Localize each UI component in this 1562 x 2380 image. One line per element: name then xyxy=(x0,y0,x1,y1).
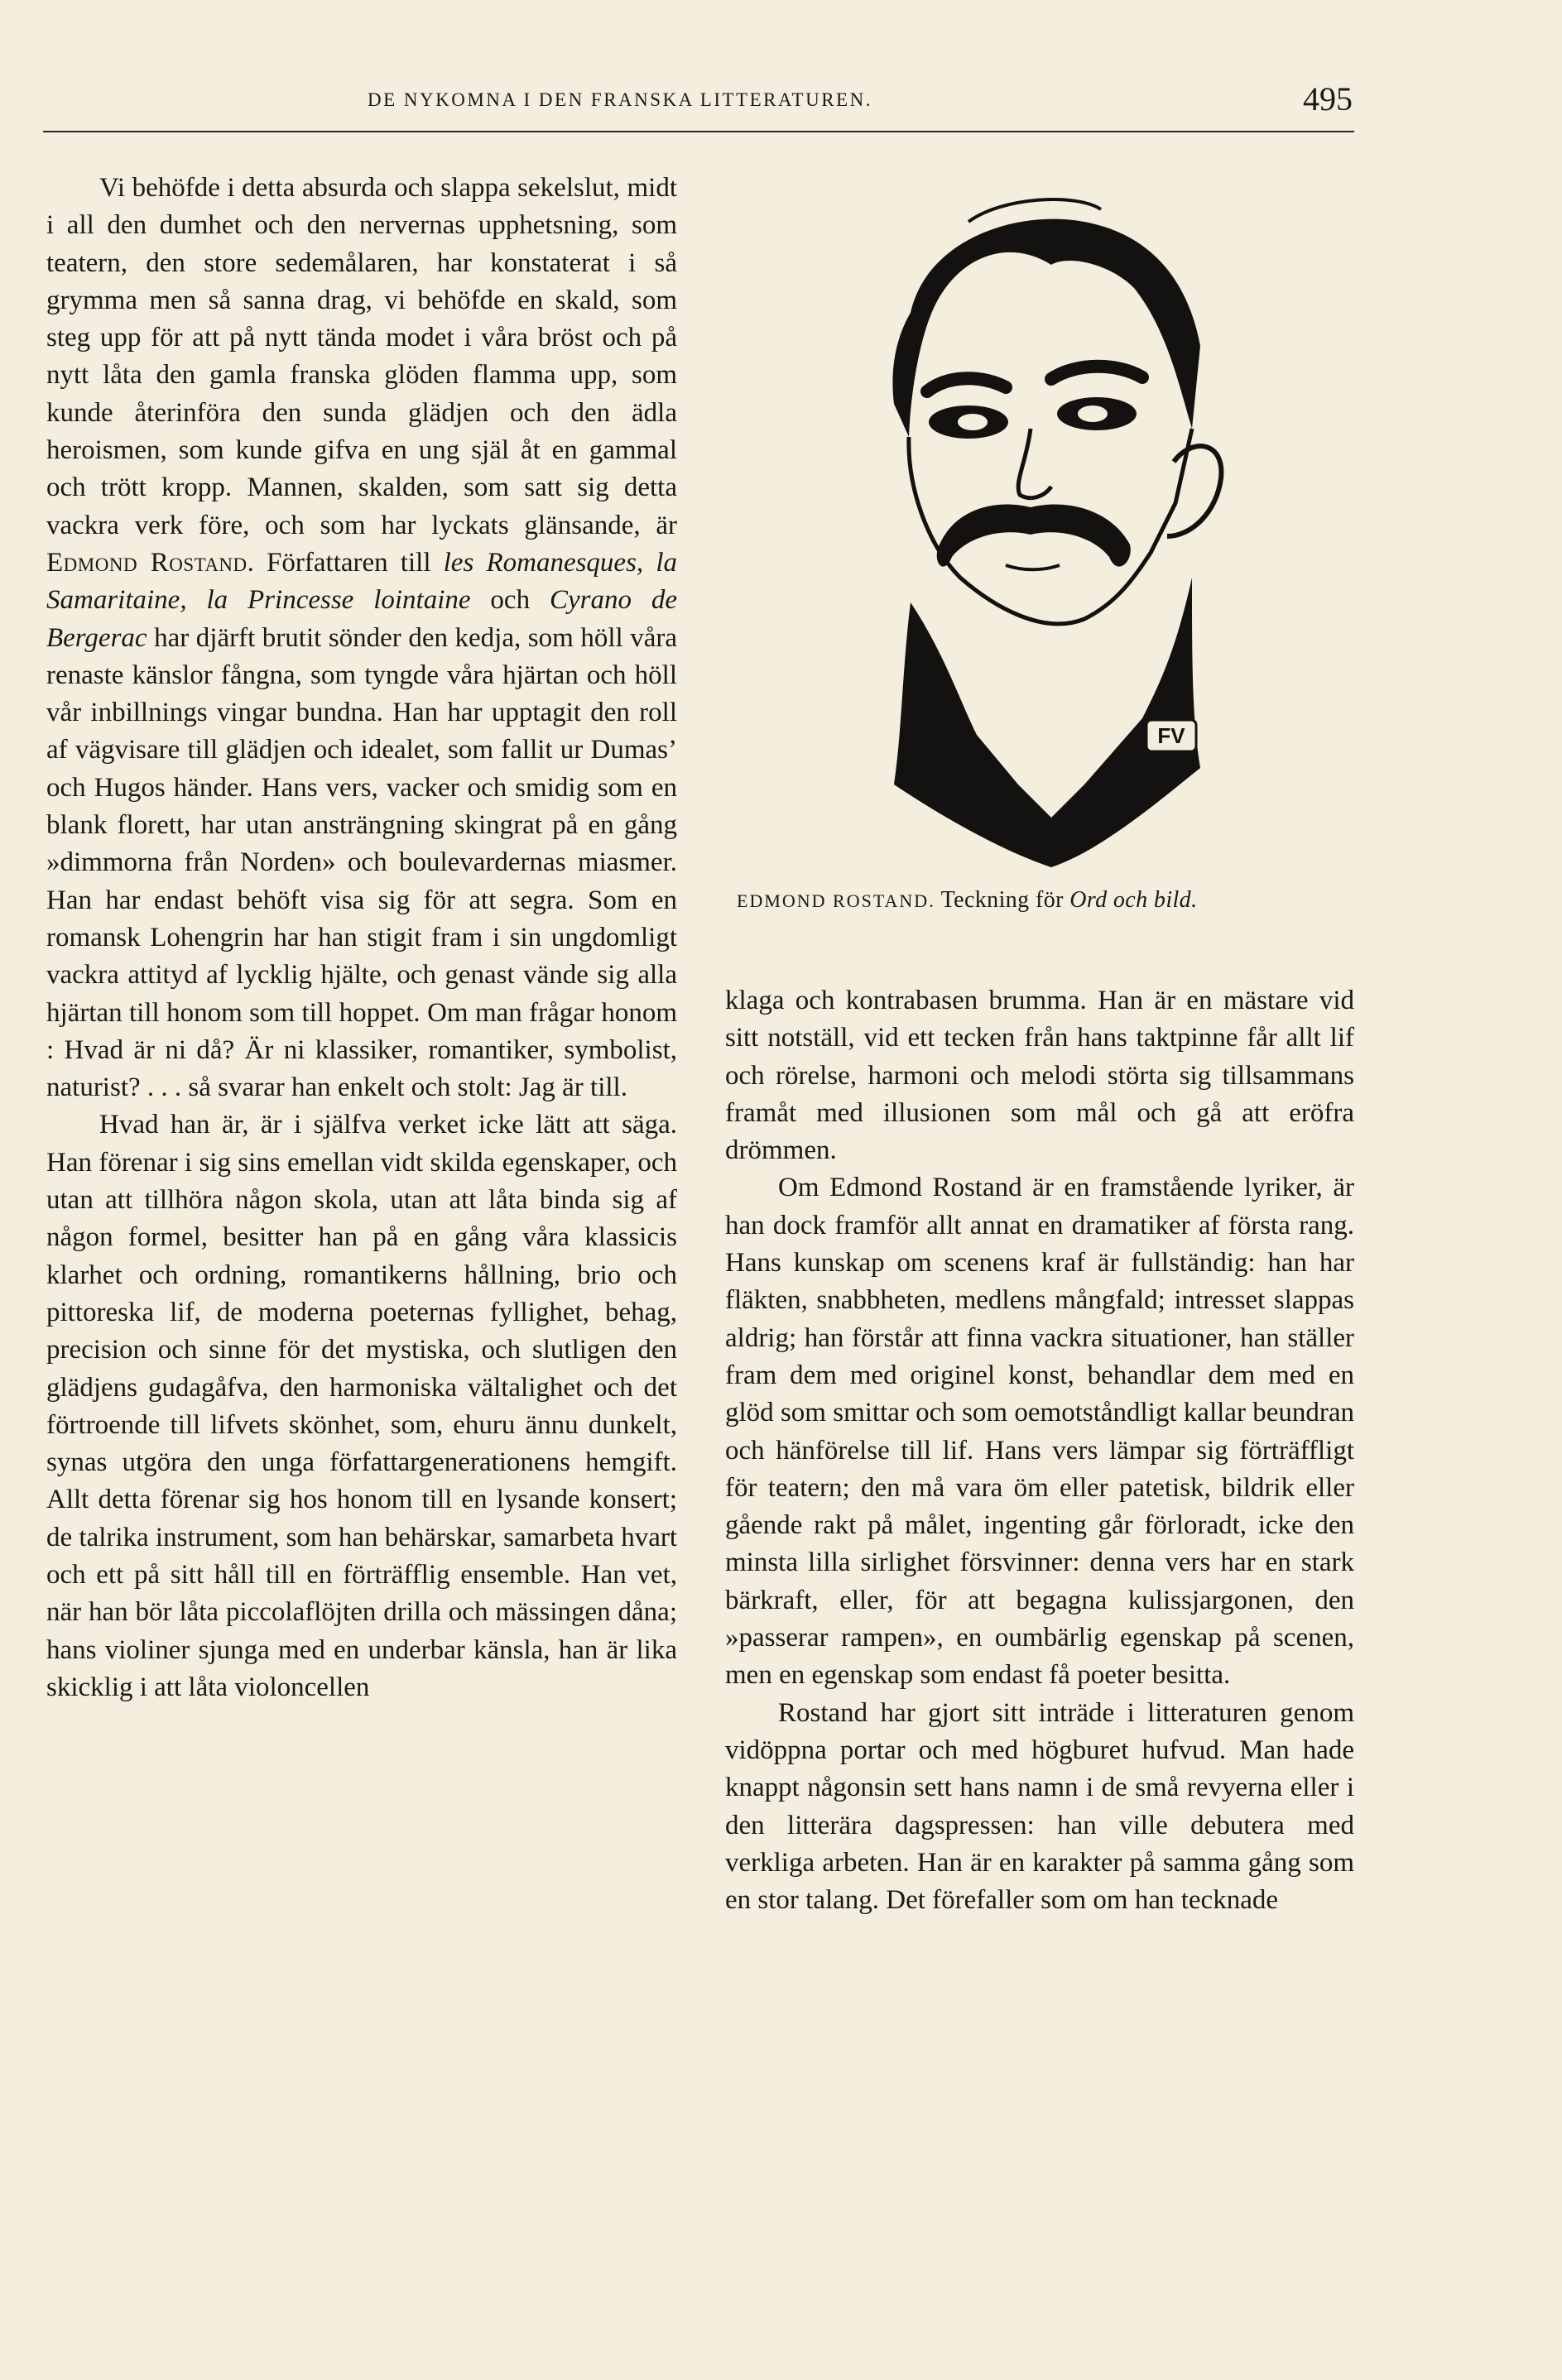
left-text-column xyxy=(46,170,677,1706)
caption-name: EDMOND ROSTAND. xyxy=(737,890,935,911)
caption-source: Ord och bild. xyxy=(1069,887,1198,913)
right-text-column xyxy=(725,982,1354,1919)
paragraph: Vi behöfde i detta absurda och slappa sekelslut, midt i all den dumhet och den nervernas upphetsning, som teatern, den store sedemålaren, har konstaterat i så grymma men så sanna drag, vi behöfde en skald, som steg upp för att på nytt tända modet i våra bröst och på nytt låta den gamla franska glöden flamma upp, som kunde återinföra den sunda glädjen och den ädla heroismen, som kunde gifva en ung själ åt en gammal och trött kropp. Mannen, skalden, som satt sig detta vackra verk före, och som har lyckats glänsande, är Edmond Rostand. Författaren till les Romanesques, la Samaritaine, la Princesse lointaine och Cyrano de Bergerac har djärft brutit sönder den kedja, som höll våra renaste känslor fångna, som tyngde våra hjärtan och höll vår inbillnings vingar bundna. Han har upptagit den roll af vägvisare till glädjen och idealet, som fallit ur Dumas’ och Hugos händer. Hans vers, vacker och smidig som en blank florett, har utan ansträngning skingrat på en gång »dimmorna från Norden» och boulevardernas miasmer. Han har endast behöft visa sig för att segra. Som en romansk Lohengrin har han stigit fram i sin ungdomligt vackra attityd af lycklig hjälte, och genast vände sig alla hjärtan till honom som till hoppet. Om man frågar honom : Hvad är ni då? Är ni klassiker, romantiker, symbolist, naturist? . . . så svarar han enkelt och stolt: Jag är till. xyxy=(46,173,678,1103)
work-title: Cyrano de Bergerac xyxy=(46,585,678,653)
portrait-illustration xyxy=(803,189,1254,884)
caricature-drawing xyxy=(803,189,1254,884)
page-number: 495 xyxy=(1303,80,1353,118)
caption-text: Teckning för xyxy=(935,887,1070,913)
running-head xyxy=(43,81,1354,132)
paragraph: Rostand har gjort sitt inträde i litteraturen genom vidöppna portar och med högburet hufvud. Man hade knappt någonsin sett hans namn i de små revyerna eller i den litterära dagspressen: han ville debutera med verkliga arbeten. Han är en karakter på samma gång som en stor talang. Det förefaller som om han tecknade xyxy=(725,1697,1354,1916)
figure-caption xyxy=(737,887,1366,914)
paragraph: Hvad han är, är i själfva verket icke lätt att säga. Han förenar i sig sins emellan vidt skilda egenskaper, och utan att tillhöra någon skola, utan att låta binda sig af någon formel, besitter han på en gång våra klassicis klarhet och ordning, romantikerns hållning, brio och pittoreska lif, de moderna poeternas fyllighet, behag, precision och sinne för det mystiska, och slutligen den glädjens gudagåfva, den harmoniska vältalighet och det förtroende till lifvets skönhet, som, ehuru ännu dunkelt, synas utgöra den unga författargenerationens hemgift. Allt detta förenar sig hos honom till en lysande konsert; de talrika instrument, som han behärskar, samarbeta hvart och ett på sitt håll till en förträfflig ensemble. Han vet, när han bör låta piccolaflöjten drilla och mässingen dåna; hans violiner sjunga med en underbar känsla, han är lika skicklig i att låta violoncellen xyxy=(46,1110,677,1702)
running-title: DE NYKOMNA I DEN FRANSKA LITTERATUREN. xyxy=(368,89,872,110)
paragraph: Om Edmond Rostand är en framstående lyriker, är han dock framför allt annat en dramatiker af första rang. Hans kunskap om scenens kraf är fullständig: han har fläkten, snabbheten, medlens mångfald; intresset slappas aldrig; han förstår att finna vackra situationer, han ställer fram dem med originel konst, behandlar dem med en glöd som smittar och som oemotståndligt kallar beundran och hänförelse till lif. Hans vers lämpar sig förträffligt för teatern; den må vara öm eller patetisk, bildrik eller gående rakt på målet, ingenting går förloradt, icke den minsta lilla sirlighet försvinner: denna vers har en stark bärkraft, eller, för att begagna kulissjargonen, den »passerar rampen», en oumbärlig egenskap på scenen, men en egenskap som endast få poeter besitta. xyxy=(725,1173,1354,1691)
author-name: Edmond Rostand xyxy=(46,547,248,578)
paragraph: klaga och kontrabasen brumma. Han är en mästare vid sitt notställ, vid ett tecken från hans taktpinne får allt lif och rörelse, harmoni och melodi störta sig tillsammans framåt med illusionen som mål och gå att eröfra drömmen. xyxy=(725,986,1354,1166)
artist-monogram: FV xyxy=(1157,723,1185,748)
work-titles: les Romanesques, la Samaritaine, la Princesse lointaine xyxy=(46,547,677,616)
